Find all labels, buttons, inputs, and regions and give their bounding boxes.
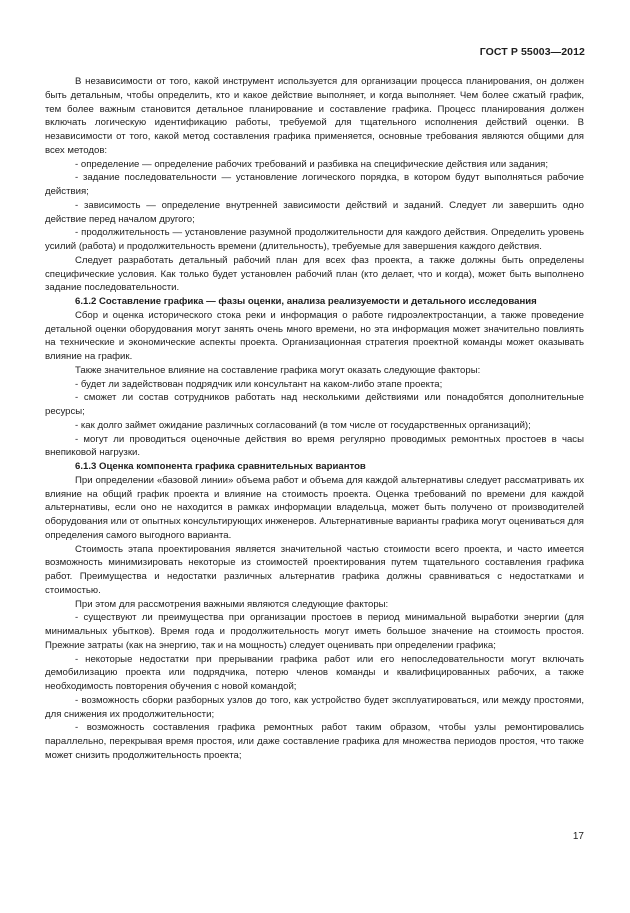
- page-number: 17: [572, 831, 584, 842]
- paragraph: - возможность сборки разборных узлов до того, как устройство будет эксплуатироваться, или между простоями, для снижения их продолжительности;: [45, 694, 584, 720]
- section-heading: 6.1.3 Оценка компонента графика сравнительных вариантов: [75, 461, 366, 472]
- paragraph: - продолжительность — установление разумной продолжительности для каждого действия. Определить уровень усилий (работа) и продолжительность времени (длительность), требуемые для завершения каждого действия.: [45, 227, 584, 252]
- paragraph: При определении «базовой линии» объема работ и объема для каждой альтернативы следует рассматривать их влияние на общий график проекта и влияние на стоимость проекта. Оценка требований по времени для каждой альтернативы, если оно не находится в рамках информации владельца, может быть получено от производителей оборудования или от опытных консультирующих инженеров. Альтернативные варианты графика могут оцениваться для определения самого выгодного варианта.: [45, 474, 584, 541]
- section-heading: 6.1.2 Составление графика — фазы оценки, анализа реализуемости и детального исследования: [75, 296, 537, 307]
- paragraph: При этом для рассмотрения важными являются следующие факторы:: [75, 598, 389, 610]
- paragraph: - зависимость — определение внутренней зависимости действий и заданий. Следует ли завершить одно действие перед началом другого;: [45, 199, 584, 225]
- paragraph: - могут ли проводиться оценочные действия во время регулярно проводимых ремонтных простоев в часы внепиковой нагрузки.: [45, 433, 584, 459]
- paragraph: Сбор и оценка исторического стока реки и информация о работе гидроэлектростанции, а также проведение детальной оценки оборудования могут занять очень много времени, но эта информация может значительно повлиять на технические и экономические аспекты проекта. Организационная стратегия проектной команды может оказывать влияние на график.: [45, 309, 584, 362]
- paragraph: В независимости от того, какой инструмент используется для организации процесса планирования, он должен быть детальным, чтобы определить, кто и какое действие выполняет, и когда выполняет. Чем более сжатый график, тем более важным становится детальное планирование и составление графика. Процесс планирования должен включать логическую идентификацию работы, требуемой для тщательного исполнения действий оценки. В независимости от того, какой метод составления графика применяется, основные требования являются общими для всех методов:: [45, 76, 584, 156]
- paragraph: - возможность составления графика ремонтных работ таким образом, чтобы узлы ремонтировались параллельно, перекрывая время простоя, или даже составление графика для множества периодов простоя, что также может снизить продолжительность проекта;: [45, 722, 584, 761]
- paragraph: - задание последовательности — установление логического порядка, в котором будут выполняться рабочие действия;: [45, 172, 584, 197]
- document-number-header: ГОСТ Р 55003—2012: [479, 46, 585, 58]
- paragraph: - сможет ли состав сотрудников работать над несколькими действиями или понадобятся дополнительные ресурсы;: [45, 392, 584, 417]
- paragraph: Также значительное влияние на составление графика могут оказать следующие факторы:: [75, 364, 481, 376]
- paragraph: Следует разработать детальный рабочий план для всех фаз проекта, а также должны быть определены специфические условия. Как только будет установлен рабочий план (кто делает, что и когда), может быть выполнено задание последовательности.: [45, 254, 584, 294]
- paragraph: - как долго займет ожидание различных согласований (в том числе от государственных организаций);: [75, 419, 531, 431]
- document-body: [45, 75, 584, 763]
- paragraph: - будет ли задействован подрядчик или консультант на каком-либо этапе проекта;: [75, 378, 443, 390]
- paragraph: - некоторые недостатки при прерывании графика работ или его непоследовательности могут включать демобилизацию проекта или подрядчика, потерю членов команды и квалифицированных рабочих, а также необходимость повторения обучения с новой командой;: [45, 653, 584, 692]
- paragraph: - определение — определение рабочих требований и разбивка на специфические действия или задания;: [75, 158, 549, 170]
- paragraph: - существуют ли преимущества при организации простоев в период минимальной выработки энергии (для минимальных убытков). Время года и продолжительность могут иметь большое значение на стоимость простоя. Прежние затраты (как на энергию, так и на мощность) следует оценивать при определении графика;: [45, 612, 584, 651]
- paragraph: Стоимость этапа проектирования является значительной частью стоимости всего проекта, и часто имеется возможность минимизировать некоторые из стоимостей проектирования путем тщательного составления графика работ. Преимущества и недостатки различных альтернатив графика должны сравниваться с недостатками и стоимостью.: [45, 543, 584, 596]
